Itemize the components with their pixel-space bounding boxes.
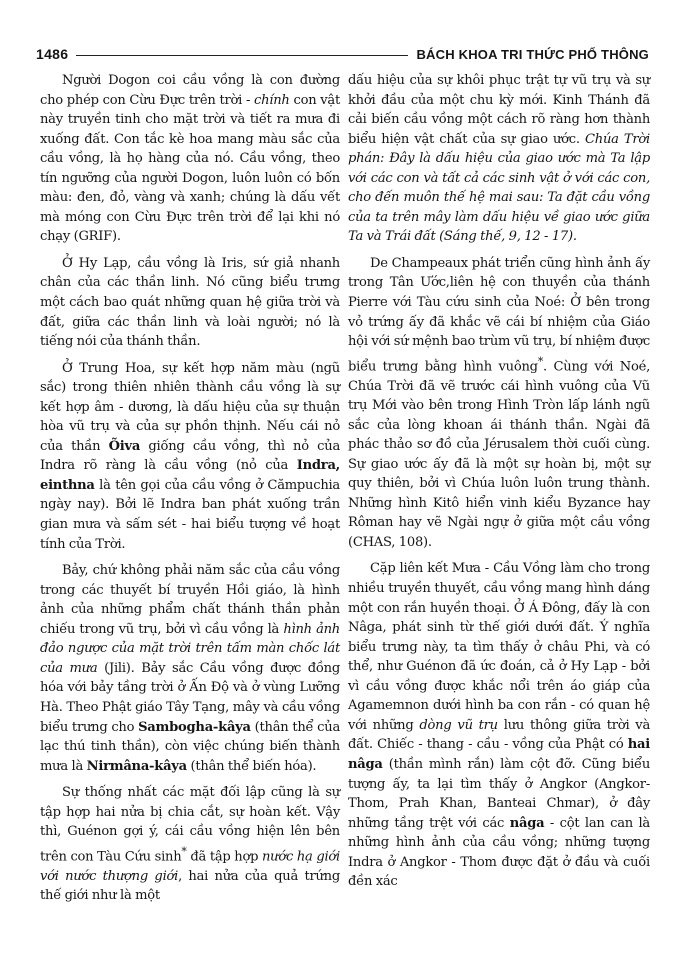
page-number: 1486 [36, 46, 69, 62]
paragraph [40, 561, 340, 776]
bold-term: nâga [509, 815, 545, 831]
paragraph [348, 254, 650, 553]
text-run: , hai nửa của quả trứng thế giới như là một [40, 868, 340, 904]
paragraph [40, 254, 340, 352]
text-run: . Cùng với Noé, Chúa Trời đã vẽ trước cái hình vuông của Vũ trụ Mới vào bên trong Hình Tròn lấp lánh ngũ sắc của lòng khoan ái thánh thần. Ngài đã phác thảo sơ đồ của Jérusalem thời cuối cùng. Sự giao ước ấy đã là một sự hoàn bị, một sự quy thiên, bởi vì Chúa luôn luôn trung thành. Những hình Kitô hiển vinh kiểu Byzance hay Rôman hay vẽ Ngài ngự ở giữa một cầu vồng (CHAS, 108). [348, 359, 651, 550]
text-run: Sự thống nhất các mặt đối lập cũng là sự tập hợp hai nửa bị chia cắt, sự hoàn kết. Vậy thì, Guénon gợi ý, cái cầu vồng hiện lên bên trên con Tàu Cứu sinh [40, 785, 340, 865]
bold-term: Õiva [108, 438, 141, 454]
italic-text: dòng vũ trụ [419, 717, 498, 733]
bold-term: Indra, einthna [40, 458, 340, 493]
text-run: đã tập hợp [186, 849, 262, 865]
italic-text: nước hạ giới với nước thượng giới [40, 849, 340, 884]
text-run: Cặp liên kết Mưa - Cầu Vồng làm cho trong nhiều truyền thuyết, cầu vồng mang hình dáng một con rắn huyền thoại. Ở Á Đông, đấy là con Nâga, phát sinh từ thế giới dưới đất. Ý nghĩa biểu trưng này, ta tìm thấy ở châu Phi, và có thể, như Guénon đã ức đoán, cả ở Hy Lạp - bởi vì cầu vồng được khắc nổi trên áo giáp của Agamemnon dưới hình ba con rắn - có quan hệ với những [348, 561, 650, 733]
text-run: là tên gọi của cầu vồng ở Cămpuchia ngày nay). Bởi lẽ Indra ban phát xuống trần gian mưa và sấm sét - hai biểu tượng về hoạt tính của Trời. [40, 477, 340, 552]
italic-text: hình ảnh đảo ngược của mặt trời trên tấm màn chốc lát của mưa [40, 621, 340, 676]
bold-term: Nirmâna-kâya [86, 758, 187, 774]
italic-text: Chúa Trời phán: Đây là dấu hiệu của giao ước mà Ta lập với các con và tất cả các sinh vật ở với các con, cho đến muôn thế hệ mai sau: Ta đặt cầu vồng của ta trên mây làm dấu hiệu về giao ước giữa Ta và Trái đất (Sáng thế, 9, 12 - 17). [348, 131, 650, 245]
footnote-mark: * [181, 844, 187, 858]
paragraph [348, 71, 650, 247]
footnote-mark: * [537, 354, 544, 368]
text-run: (thân thể biến hóa). [186, 758, 317, 774]
text-run: lưu thông giữa trời và đất. Chiếc - thang - cầu - vồng của Phật có [348, 717, 650, 753]
text-run: (Jili). Bảy sắc Cầu vồng được đồng hóa với bảy tầng trời ở Ấn Độ và ở vùng Lưỡng Hà. Theo Phật giáo Tây Tạng, mây và cầu vồng biểu trưng cho [40, 660, 340, 735]
text-run: giống cầu vồng, thì nỏ của Indra rõ ràng là cầu vồng (nỏ của [40, 438, 341, 474]
text-run: Ở Trung Hoa, sự kết hợp năm màu (ngũ sắc) trong thiên nhiên thành cầu vồng là sự kết hợp âm - dương, là dấu hiệu của sự thuận hòa vũ trụ và của sự phồn thịnh. Nếu cái nỏ của thần [40, 360, 340, 454]
left-column [40, 71, 340, 913]
bold-term: hai nâga [348, 737, 650, 772]
right-column [348, 71, 650, 899]
text-run: Bảy, chứ không phải năm sắc của cầu vồng trong các thuyết bí truyền Hồi giáo, là hình ảnh của những phẩm chất thánh thần phản chiếu trong vũ trụ, bởi vì cầu vồng là [40, 563, 340, 637]
text-run: Ở Hy Lạp, cầu vồng là Iris, sứ giả nhanh chân của các thần linh. Nó cũng biểu trưng một cách bao quát những quan hệ giữa trời và đất, giữa các thần linh và loài người; nó là tiếng nói của thánh thần. [40, 255, 340, 350]
bold-term: Sambogha-kâya [138, 719, 251, 735]
header-rule [76, 55, 408, 56]
text-run: dấu hiệu của sự khôi phục trật tự vũ trụ và sự khởi đầu của một chu kỳ mới. Kinh Thánh đã cải biến cầu vồng một cách rõ ràng hơn thành biểu hiện vật chất của sự giao ước. [348, 73, 650, 147]
text-run: Người Dogon coi cầu vồng là con đường cho phép con Cừu Đực trên trời - [40, 73, 340, 108]
paragraph [40, 71, 340, 247]
running-title: BÁCH KHOA TRI THỨC PHỔ THÔNG [416, 46, 649, 62]
text-run: - cột lan can là những hình ảnh của cầu vồng; những tượng Indra ở Angkor - Thom được đặt ở đầu và cuối đền xác [348, 815, 650, 890]
page-header [36, 40, 649, 68]
italic-text: chính [254, 92, 290, 108]
text-run: De Champeaux phát triển cũng hình ảnh ấy trong Tân Ước,liên hệ con thuyền của thánh Pierre với Tàu cứu sinh của Noé: Ở bên trong vỏ trứng ấy đã khắc vẽ cái bí nhiệm của Giáo hội với sứ mệnh bao trùm vũ trụ, bí nhiệm được biểu trưng bằng hình vuông [348, 255, 650, 375]
paragraph [40, 783, 340, 906]
text-run: con vật này truyền tinh cho mặt trời và tiết ra mưa đi xuống đất. Con tắc kè hoa mang màu sắc của cầu vồng, là họ hàng của nó. Cầu vồng, theo tín ngưỡng của người Dogon, luôn luôn có bốn màu: đen, đỏ, vàng và xanh; chúng là dấu vết mà móng con Cừu Đực trên trời để lại khi nó chạy (GRIF). [40, 92, 340, 245]
paragraph [40, 359, 340, 554]
text-run: (thân thể của lạc thú tinh thần), còn việc chúng biến thành mưa là [40, 719, 341, 774]
text-run: (thần mình rắn) làm cột đỡ. Cũng biểu tượng ấy, ta lại tìm thấy ở Angkor (Angkor-Thom, Prah Khan, Banteai Chmar), ở đây những tầng trệt với các [348, 756, 650, 831]
paragraph [348, 559, 650, 891]
